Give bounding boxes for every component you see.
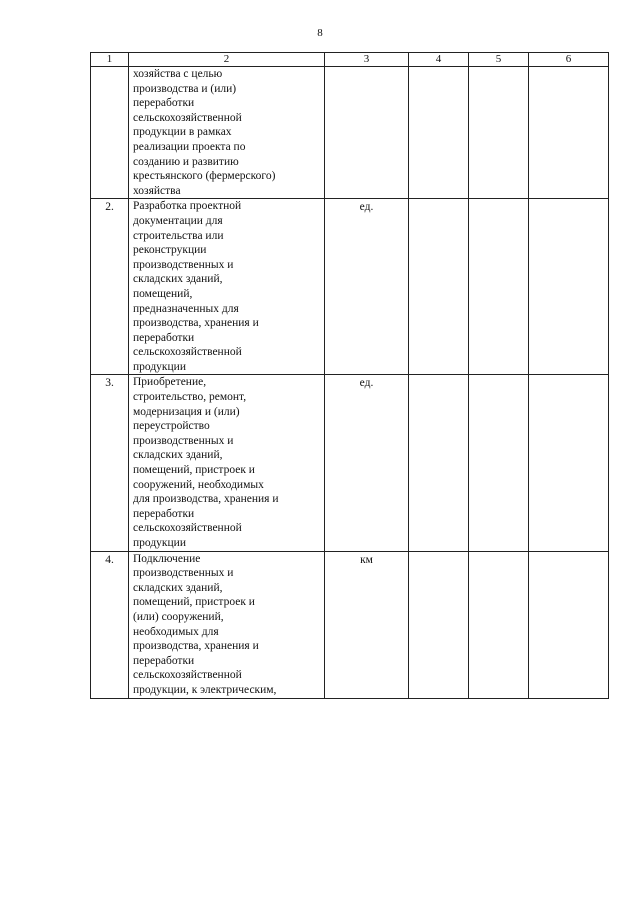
description-line: предназначенных для: [133, 302, 239, 315]
description-line: помещений,: [133, 287, 193, 300]
row-value-col-6: [529, 199, 609, 375]
description-line: сооружений, необходимых: [133, 478, 264, 491]
description-line: производственных и: [133, 258, 234, 271]
row-value-col-4: [409, 67, 469, 199]
description-line: производства, хранения и: [133, 640, 259, 653]
document-table: [90, 52, 609, 699]
row-unit: [325, 67, 409, 199]
description-line: хозяйства с целью: [133, 68, 223, 80]
description-line: необходимых для: [133, 625, 219, 638]
description-line: строительство, ремонт,: [133, 391, 247, 404]
description-line: строительства или: [133, 229, 224, 242]
description-line: сельскохозяйственной: [133, 346, 242, 359]
row-number: 3.: [91, 375, 129, 551]
row-unit: ед.: [325, 375, 409, 551]
row-value-col-6: [529, 67, 609, 199]
description-line: продукции в рамках: [133, 126, 232, 139]
row-value-col-4: [409, 375, 469, 551]
table-header-row: [91, 53, 609, 67]
description-line: переработки: [133, 507, 195, 520]
description-line: складских зданий,: [133, 449, 223, 462]
description-line: переработки: [133, 654, 195, 667]
description-line: производственных и: [133, 434, 234, 447]
table-row: [91, 67, 609, 199]
description-line: созданию и развитию: [133, 155, 239, 168]
row-unit: км: [325, 551, 409, 698]
row-description: [129, 199, 325, 375]
description-line: сельскохозяйственной: [133, 522, 242, 535]
row-description: [129, 551, 325, 698]
description-line: (или) сооружений,: [133, 610, 224, 623]
description-line: складских зданий,: [133, 273, 223, 286]
description-line: Приобретение,: [133, 376, 207, 389]
page-number: 8: [317, 27, 323, 39]
row-value-col-4: [409, 551, 469, 698]
description-line: Подключение: [133, 552, 201, 565]
description-line: переработки: [133, 97, 195, 110]
row-value-col-4: [409, 199, 469, 375]
description-line: переработки: [133, 331, 195, 344]
description-line: крестьянского (фермерского): [133, 170, 276, 183]
table-row: [91, 199, 609, 375]
row-number: 2.: [91, 199, 129, 375]
description-line: производственных и: [133, 567, 234, 580]
column-header: 5: [469, 53, 529, 67]
table-row: [91, 551, 609, 698]
row-value-col-5: [469, 375, 529, 551]
description-line: реализации проекта по: [133, 140, 246, 153]
row-value-col-5: [469, 551, 529, 698]
row-value-col-6: [529, 375, 609, 551]
description-line: хозяйства: [133, 184, 181, 197]
column-header: 4: [409, 53, 469, 67]
description-line: складских зданий,: [133, 581, 223, 594]
row-value-col-5: [469, 67, 529, 199]
column-header: 1: [91, 53, 129, 67]
row-value-col-6: [529, 551, 609, 698]
description-line: продукции: [133, 537, 186, 549]
row-unit: ед.: [325, 199, 409, 375]
description-line: Разработка проектной: [133, 200, 242, 213]
row-value-col-5: [469, 199, 529, 375]
description-line: продукции: [133, 360, 186, 373]
row-number: [91, 67, 129, 199]
row-description: [129, 67, 325, 199]
description-line: производства, хранения и: [133, 317, 259, 330]
column-header: 3: [325, 53, 409, 67]
description-line: модернизация и (или): [133, 405, 240, 418]
description-line: переустройство: [133, 420, 210, 433]
column-header: 2: [129, 53, 325, 67]
description-line: производства и (или): [133, 82, 237, 95]
description-line: сельскохозяйственной: [133, 669, 242, 682]
table-row: [91, 375, 609, 551]
row-number: 4.: [91, 551, 129, 698]
description-line: документации для: [133, 214, 223, 227]
row-description: [129, 375, 325, 551]
description-line: помещений, пристроек и: [133, 596, 255, 609]
column-header: 6: [529, 53, 609, 67]
description-line: для производства, хранения и: [133, 493, 279, 506]
description-line: продукции, к электрическим,: [133, 683, 277, 696]
description-line: сельскохозяйственной: [133, 111, 242, 124]
description-line: реконструкции: [133, 244, 207, 257]
description-line: помещений, пристроек и: [133, 464, 255, 477]
